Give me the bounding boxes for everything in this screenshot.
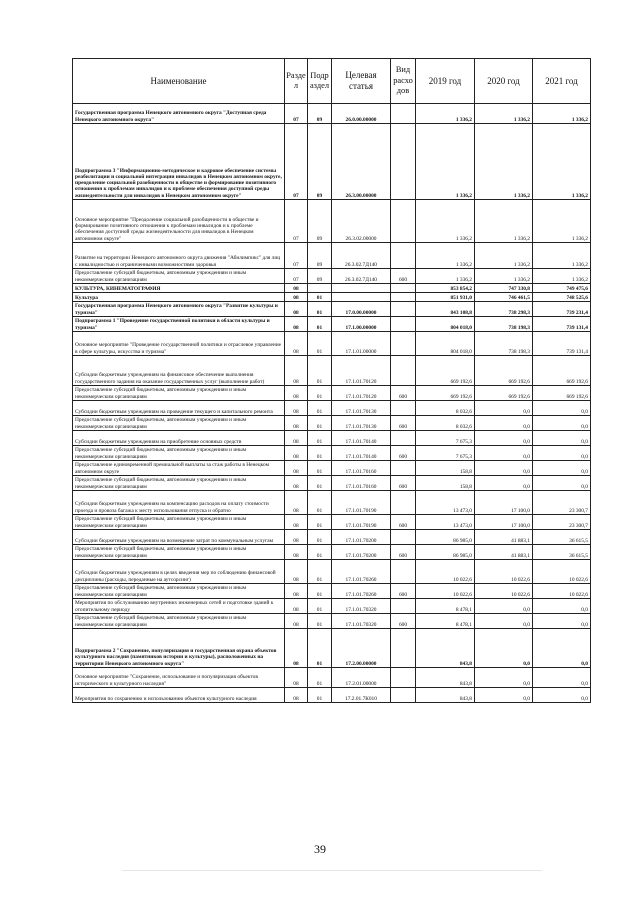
cell-target: 17.2.01.00000 — [332, 668, 391, 688]
cell-target: 17.1.01.70160 — [332, 461, 391, 476]
cell-name: Предоставление субсидий бюджетным, автономным учреждениям и иным некоммерческим организациям — [73, 584, 285, 599]
cell-2021: 739 231,4 — [533, 302, 591, 317]
cell-2020: 0,0 — [475, 461, 533, 476]
cell-name: Предоставление единовременной премиальной выплаты за стаж работы в Ненецком автономном округе — [73, 461, 285, 476]
cell-name: Подпрограмма 3 "Информационно-методическое и кадровое обеспечение системы реабилитации и социальной интеграции инвалидов в Ненецком автономном округе, преодоление социальной разобщенности в обществе и формирование позитивного отношения к проблемам инвалидов и к проблеме обеспечения доступной среды жизнедеятельности для инвалидов в Ненецком автономном округе" — [73, 124, 285, 200]
cell-name: Государственная программа Ненецкого автономного округа "Развитие культуры и туризма" — [73, 302, 285, 317]
table-row — [73, 491, 591, 515]
cell-2021: 1 336,2 — [533, 104, 591, 124]
cell-subsection: 09 — [308, 269, 332, 284]
cell-2020: 747 330,8 — [475, 284, 533, 293]
cell-target — [332, 284, 391, 293]
cell-name: Субсидии бюджетным учреждениям на проведение текущего и капитального ремонта — [73, 401, 285, 416]
cell-section: 08 — [285, 599, 308, 614]
cell-2021: 10 022,6 — [533, 584, 591, 599]
cell-section: 08 — [285, 317, 308, 332]
cell-2020: 1 336,2 — [475, 269, 533, 284]
cell-subsection: 01 — [308, 688, 332, 703]
cell-section: 07 — [285, 104, 308, 124]
cell-subsection — [308, 284, 332, 293]
cell-target: 17.1.01.70320 — [332, 599, 391, 614]
cell-name: Предоставление субсидий бюджетным, автономным учреждениям и иным некоммерческим организациям — [73, 545, 285, 560]
cell-target: 17.1.01.70140 — [332, 446, 391, 461]
header-name: Наименование — [73, 59, 285, 104]
cell-section: 08 — [285, 491, 308, 515]
cell-name: Культура — [73, 293, 285, 302]
cell-subsection: 01 — [308, 401, 332, 416]
cell-subsection: 01 — [308, 461, 332, 476]
cell-kind: 600 — [391, 476, 416, 491]
cell-2020: 0,0 — [475, 431, 533, 446]
cell-section: 07 — [285, 124, 308, 200]
cell-target: 17.1.01.70190 — [332, 515, 391, 530]
cell-kind — [391, 243, 416, 269]
cell-subsection: 01 — [308, 530, 332, 545]
table-row — [73, 515, 591, 530]
cell-2019: 158,8 — [416, 461, 475, 476]
cell-2021: 669 192,6 — [533, 356, 591, 386]
cell-name: Субсидии бюджетным учреждениям в целях введения мер по соблюдению финансовой дисциплины (расходы, переданные на аутсорсинг) — [73, 560, 285, 584]
cell-section: 08 — [285, 668, 308, 688]
cell-kind — [391, 491, 416, 515]
cell-name: Государственная программа Ненецкого автономного округа "Доступная среда Ненецкого автономного округа" — [73, 104, 285, 124]
table-row — [73, 269, 591, 284]
cell-2019: 843,8 — [416, 688, 475, 703]
cell-subsection: 09 — [308, 124, 332, 200]
cell-name: Подпрограмма 1 "Проведение государственной политики в области культуры и туризма" — [73, 317, 285, 332]
cell-target: 26.3.02.00000 — [332, 200, 391, 243]
cell-section: 08 — [285, 401, 308, 416]
cell-name: Субсидии бюджетным учреждениям на приобретение основных средств — [73, 431, 285, 446]
cell-kind — [391, 560, 416, 584]
table-row — [73, 293, 591, 302]
cell-name: Предоставление субсидий бюджетным, автономным учреждениям и иным некоммерческим организациям — [73, 269, 285, 284]
scan-artifact — [122, 870, 542, 871]
header-2019: 2019 год — [416, 59, 475, 104]
cell-2019: 10 022,6 — [416, 584, 475, 599]
cell-name: КУЛЬТУРА, КИНЕМАТОГРАФИЯ — [73, 284, 285, 293]
cell-name: Основное мероприятие "Сохранение, использование и популяризация объектов исторического и культурного наследия" — [73, 668, 285, 688]
cell-2019: 843,8 — [416, 629, 475, 668]
cell-section: 07 — [285, 200, 308, 243]
cell-name: Развитие на территории Ненецкого автономного округа движения "Абилимпикс" для лиц с инвалидностью и ограниченными возможностями здоровья — [73, 243, 285, 269]
cell-2021: 0,0 — [533, 476, 591, 491]
cell-2021: 0,0 — [533, 614, 591, 629]
cell-2021: 0,0 — [533, 461, 591, 476]
cell-subsection: 01 — [308, 431, 332, 446]
table-row — [73, 560, 591, 584]
cell-subsection: 01 — [308, 317, 332, 332]
cell-kind — [391, 104, 416, 124]
cell-2019: 8 478,1 — [416, 614, 475, 629]
cell-2020: 0,0 — [475, 599, 533, 614]
cell-kind: 600 — [391, 446, 416, 461]
cell-2021: 10 022,6 — [533, 560, 591, 584]
table-row — [73, 545, 591, 560]
cell-kind — [391, 317, 416, 332]
cell-kind — [391, 302, 416, 317]
cell-subsection: 01 — [308, 560, 332, 584]
table-row — [73, 200, 591, 243]
cell-section: 08 — [285, 629, 308, 668]
cell-subsection: 01 — [308, 446, 332, 461]
cell-subsection: 01 — [308, 545, 332, 560]
table-row — [73, 104, 591, 124]
cell-name: Основное мероприятие "Проведение государственной политики и отраслевое управление в сфере культуры, искусства и туризма" — [73, 332, 285, 356]
cell-2021: 0,0 — [533, 446, 591, 461]
cell-kind — [391, 200, 416, 243]
cell-target: 26.3.02.7Д140 — [332, 243, 391, 269]
cell-2020: 0,0 — [475, 416, 533, 431]
table-row — [73, 614, 591, 629]
cell-2019: 7 675,3 — [416, 431, 475, 446]
table-row — [73, 356, 591, 386]
table-row — [73, 386, 591, 401]
cell-2020: 41 883,1 — [475, 530, 533, 545]
cell-2021: 0,0 — [533, 629, 591, 668]
cell-2020: 746 461,5 — [475, 293, 533, 302]
cell-target: 17.1.01.70140 — [332, 431, 391, 446]
table-row — [73, 530, 591, 545]
table-row — [73, 243, 591, 269]
cell-name: Предоставление субсидий бюджетным, автономным учреждениям и иным некоммерческим организациям — [73, 386, 285, 401]
table-row — [73, 317, 591, 332]
cell-2021: 1 336,2 — [533, 200, 591, 243]
header-2020: 2020 год — [475, 59, 533, 104]
table-row — [73, 476, 591, 491]
header-target: Целевая статья — [332, 59, 391, 104]
cell-2020: 0,0 — [475, 401, 533, 416]
cell-2019: 851 931,0 — [416, 293, 475, 302]
cell-2020: 10 022,6 — [475, 560, 533, 584]
cell-2019: 13 473,0 — [416, 491, 475, 515]
cell-2021: 1 336,2 — [533, 124, 591, 200]
cell-2021: 0,0 — [533, 416, 591, 431]
cell-subsection: 01 — [308, 668, 332, 688]
cell-2019: 1 336,2 — [416, 124, 475, 200]
cell-2021: 0,0 — [533, 668, 591, 688]
cell-kind — [391, 629, 416, 668]
cell-subsection: 01 — [308, 386, 332, 401]
table-row — [73, 431, 591, 446]
cell-2020: 1 336,2 — [475, 200, 533, 243]
cell-2021: 739 131,4 — [533, 317, 591, 332]
header-section: Разде л — [285, 59, 308, 104]
cell-kind: 600 — [391, 269, 416, 284]
cell-2020: 0,0 — [475, 688, 533, 703]
table-row — [73, 302, 591, 317]
cell-name: Субсидии бюджетным учреждениям на возмещение затрат по коммунальным услугам — [73, 530, 285, 545]
cell-kind — [391, 356, 416, 386]
cell-subsection: 09 — [308, 200, 332, 243]
cell-target: 17.0.00.00000 — [332, 302, 391, 317]
header-kind: Вид расхо дов — [391, 59, 416, 104]
cell-2020: 17 100,0 — [475, 491, 533, 515]
cell-kind — [391, 401, 416, 416]
cell-2020: 669 192,6 — [475, 386, 533, 401]
cell-2020: 738 298,3 — [475, 302, 533, 317]
cell-section: 08 — [285, 284, 308, 293]
cell-section: 08 — [285, 431, 308, 446]
cell-target: 17.2.00.00000 — [332, 629, 391, 668]
cell-target — [332, 293, 391, 302]
cell-2020: 0,0 — [475, 668, 533, 688]
cell-name: Мероприятия по обслуживанию внутренних инженерных сетей и подготовке зданий к отопительному периоду — [73, 599, 285, 614]
cell-section: 07 — [285, 243, 308, 269]
cell-2019: 1 336,2 — [416, 269, 475, 284]
cell-target: 26.3.02.7Д140 — [332, 269, 391, 284]
header-subsection: Подр аздел — [308, 59, 332, 104]
cell-kind — [391, 461, 416, 476]
cell-section: 08 — [285, 446, 308, 461]
cell-target: 17.2.01.7К010 — [332, 688, 391, 703]
cell-kind: 600 — [391, 386, 416, 401]
cell-target: 26.0.00.00000 — [332, 104, 391, 124]
table-row — [73, 446, 591, 461]
cell-2021: 0,0 — [533, 599, 591, 614]
cell-2020: 17 100,0 — [475, 515, 533, 530]
cell-2019: 804 018,0 — [416, 317, 475, 332]
cell-2021: 36 615,5 — [533, 545, 591, 560]
cell-2020: 738 198,3 — [475, 332, 533, 356]
cell-2019: 8 032,6 — [416, 416, 475, 431]
cell-kind — [391, 332, 416, 356]
cell-2021: 36 615,5 — [533, 530, 591, 545]
cell-subsection: 09 — [308, 104, 332, 124]
cell-target: 17.1.01.70200 — [332, 545, 391, 560]
cell-2019: 669 192,6 — [416, 356, 475, 386]
cell-subsection: 01 — [308, 293, 332, 302]
cell-target: 17.1.01.70190 — [332, 491, 391, 515]
cell-target: 26.3.00.00000 — [332, 124, 391, 200]
cell-section: 08 — [285, 530, 308, 545]
cell-2021: 23 300,7 — [533, 491, 591, 515]
cell-target: 17.1.01.70200 — [332, 530, 391, 545]
cell-subsection: 01 — [308, 491, 332, 515]
cell-section: 08 — [285, 560, 308, 584]
cell-name: Мероприятия по сохранению и использованию объектов культурного наследия — [73, 688, 285, 703]
cell-2019: 1 336,2 — [416, 104, 475, 124]
cell-2021: 0,0 — [533, 401, 591, 416]
cell-section: 08 — [285, 386, 308, 401]
cell-2019: 158,8 — [416, 476, 475, 491]
cell-2019: 7 675,3 — [416, 446, 475, 461]
cell-2020: 738 198,3 — [475, 317, 533, 332]
cell-name: Предоставление субсидий бюджетным, автономным учреждениям и иным некоммерческим организациям — [73, 476, 285, 491]
cell-section: 08 — [285, 614, 308, 629]
cell-kind — [391, 530, 416, 545]
cell-2019: 8 478,1 — [416, 599, 475, 614]
cell-2020: 0,0 — [475, 614, 533, 629]
cell-subsection: 01 — [308, 302, 332, 317]
cell-section: 08 — [285, 515, 308, 530]
cell-kind — [391, 668, 416, 688]
cell-kind: 600 — [391, 584, 416, 599]
table-body — [73, 104, 591, 703]
table-row — [73, 599, 591, 614]
cell-subsection: 01 — [308, 599, 332, 614]
cell-2020: 10 022,6 — [475, 584, 533, 599]
cell-2019: 843,8 — [416, 668, 475, 688]
cell-2021: 1 336,2 — [533, 243, 591, 269]
cell-kind — [391, 293, 416, 302]
table-header-row — [73, 59, 591, 104]
cell-kind — [391, 431, 416, 446]
table-row — [73, 668, 591, 688]
cell-subsection: 01 — [308, 416, 332, 431]
table-row — [73, 401, 591, 416]
cell-kind: 600 — [391, 416, 416, 431]
cell-kind: 600 — [391, 545, 416, 560]
cell-name: Субсидии бюджетным учреждениям на финансовое обеспечение выполнения государственного задания на оказание государственных услуг (выполнение работ) — [73, 356, 285, 386]
cell-section: 08 — [285, 332, 308, 356]
table-row — [73, 332, 591, 356]
cell-section: 08 — [285, 476, 308, 491]
cell-2019: 1 336,2 — [416, 243, 475, 269]
cell-2019: 853 854,2 — [416, 284, 475, 293]
cell-subsection: 09 — [308, 243, 332, 269]
cell-2020: 1 336,2 — [475, 124, 533, 200]
cell-2020: 0,0 — [475, 446, 533, 461]
cell-2021: 739 131,4 — [533, 332, 591, 356]
cell-2020: 0,0 — [475, 629, 533, 668]
cell-2021: 0,0 — [533, 431, 591, 446]
cell-subsection: 01 — [308, 515, 332, 530]
cell-name: Предоставление субсидий бюджетным, автономным учреждениям и иным некоммерческим организациям — [73, 515, 285, 530]
cell-2019: 804 018,0 — [416, 332, 475, 356]
cell-name: Субсидии бюджетным учреждениям на компенсацию расходов на оплату стоимости проезда и провоза багажа к месту использования отпуска и обратно — [73, 491, 285, 515]
cell-subsection: 01 — [308, 356, 332, 386]
cell-2020: 41 883,1 — [475, 545, 533, 560]
cell-2020: 0,0 — [475, 476, 533, 491]
cell-2019: 13 473,0 — [416, 515, 475, 530]
cell-2021: 1 336,2 — [533, 269, 591, 284]
table-row — [73, 629, 591, 668]
cell-2019: 843 108,8 — [416, 302, 475, 317]
cell-target: 17.1.01.70120 — [332, 356, 391, 386]
cell-2019: 86 985,0 — [416, 530, 475, 545]
cell-section: 08 — [285, 293, 308, 302]
table-row — [73, 461, 591, 476]
cell-kind: 600 — [391, 515, 416, 530]
cell-subsection: 01 — [308, 629, 332, 668]
table-row — [73, 416, 591, 431]
header-2021: 2021 год — [533, 59, 591, 104]
cell-target: 17.1.01.70160 — [332, 476, 391, 491]
cell-section: 08 — [285, 356, 308, 386]
cell-name: Основное мероприятие "Преодоление социальной разобщенности в обществе и формирование позитивного отношения к проблемам инвалидов и к проблеме обеспечения доступной среды жизнедеятельности для инвалидов в Ненецком автономном округе" — [73, 200, 285, 243]
cell-target: 17.1.01.70120 — [332, 386, 391, 401]
cell-2019: 86 985,0 — [416, 545, 475, 560]
cell-2021: 23 300,7 — [533, 515, 591, 530]
cell-2021: 748 525,6 — [533, 293, 591, 302]
cell-section: 08 — [285, 416, 308, 431]
cell-target: 17.1.00.00000 — [332, 317, 391, 332]
cell-name: Подпрограмма 2 "Сохранение, популяризация и государственная охрана объектов культурного наследия (памятников истории и культуры), расположенных на территории Ненецкого автономного округа" — [73, 629, 285, 668]
cell-section: 07 — [285, 269, 308, 284]
cell-kind: 600 — [391, 614, 416, 629]
cell-name: Предоставление субсидий бюджетным, автономным учреждениям и иным некоммерческим организациям — [73, 446, 285, 461]
budget-table — [72, 58, 591, 703]
cell-2019: 10 022,6 — [416, 560, 475, 584]
cell-kind — [391, 284, 416, 293]
page-number: 39 — [314, 842, 326, 856]
cell-2021: 749 475,6 — [533, 284, 591, 293]
cell-2020: 669 192,6 — [475, 356, 533, 386]
table-row — [73, 688, 591, 703]
table-row — [73, 284, 591, 293]
cell-2019: 669 192,6 — [416, 386, 475, 401]
cell-name: Предоставление субсидий бюджетным, автономным учреждениям и иным некоммерческим организациям — [73, 614, 285, 629]
cell-section: 08 — [285, 461, 308, 476]
cell-subsection: 01 — [308, 614, 332, 629]
cell-kind — [391, 599, 416, 614]
cell-target: 17.1.01.70320 — [332, 614, 391, 629]
cell-target: 17.1.01.00000 — [332, 332, 391, 356]
cell-section: 08 — [285, 584, 308, 599]
cell-2021: 0,0 — [533, 688, 591, 703]
cell-2019: 8 032,6 — [416, 401, 475, 416]
cell-section: 08 — [285, 688, 308, 703]
cell-target: 17.1.01.70130 — [332, 416, 391, 431]
cell-target: 17.1.01.70260 — [332, 584, 391, 599]
cell-2020: 1 336,2 — [475, 243, 533, 269]
cell-subsection: 01 — [308, 332, 332, 356]
cell-subsection: 01 — [308, 584, 332, 599]
cell-target: 17.1.01.70260 — [332, 560, 391, 584]
cell-section: 08 — [285, 545, 308, 560]
cell-name: Предоставление субсидий бюджетным, автономным учреждениям и иным некоммерческим организациям — [73, 416, 285, 431]
cell-subsection: 01 — [308, 476, 332, 491]
cell-kind — [391, 124, 416, 200]
cell-target: 17.1.01.70130 — [332, 401, 391, 416]
table-row — [73, 124, 591, 200]
table-row — [73, 584, 591, 599]
cell-2020: 1 336,2 — [475, 104, 533, 124]
cell-2021: 669 192,6 — [533, 386, 591, 401]
cell-kind — [391, 688, 416, 703]
cell-2019: 1 336,2 — [416, 200, 475, 243]
cell-section: 08 — [285, 302, 308, 317]
